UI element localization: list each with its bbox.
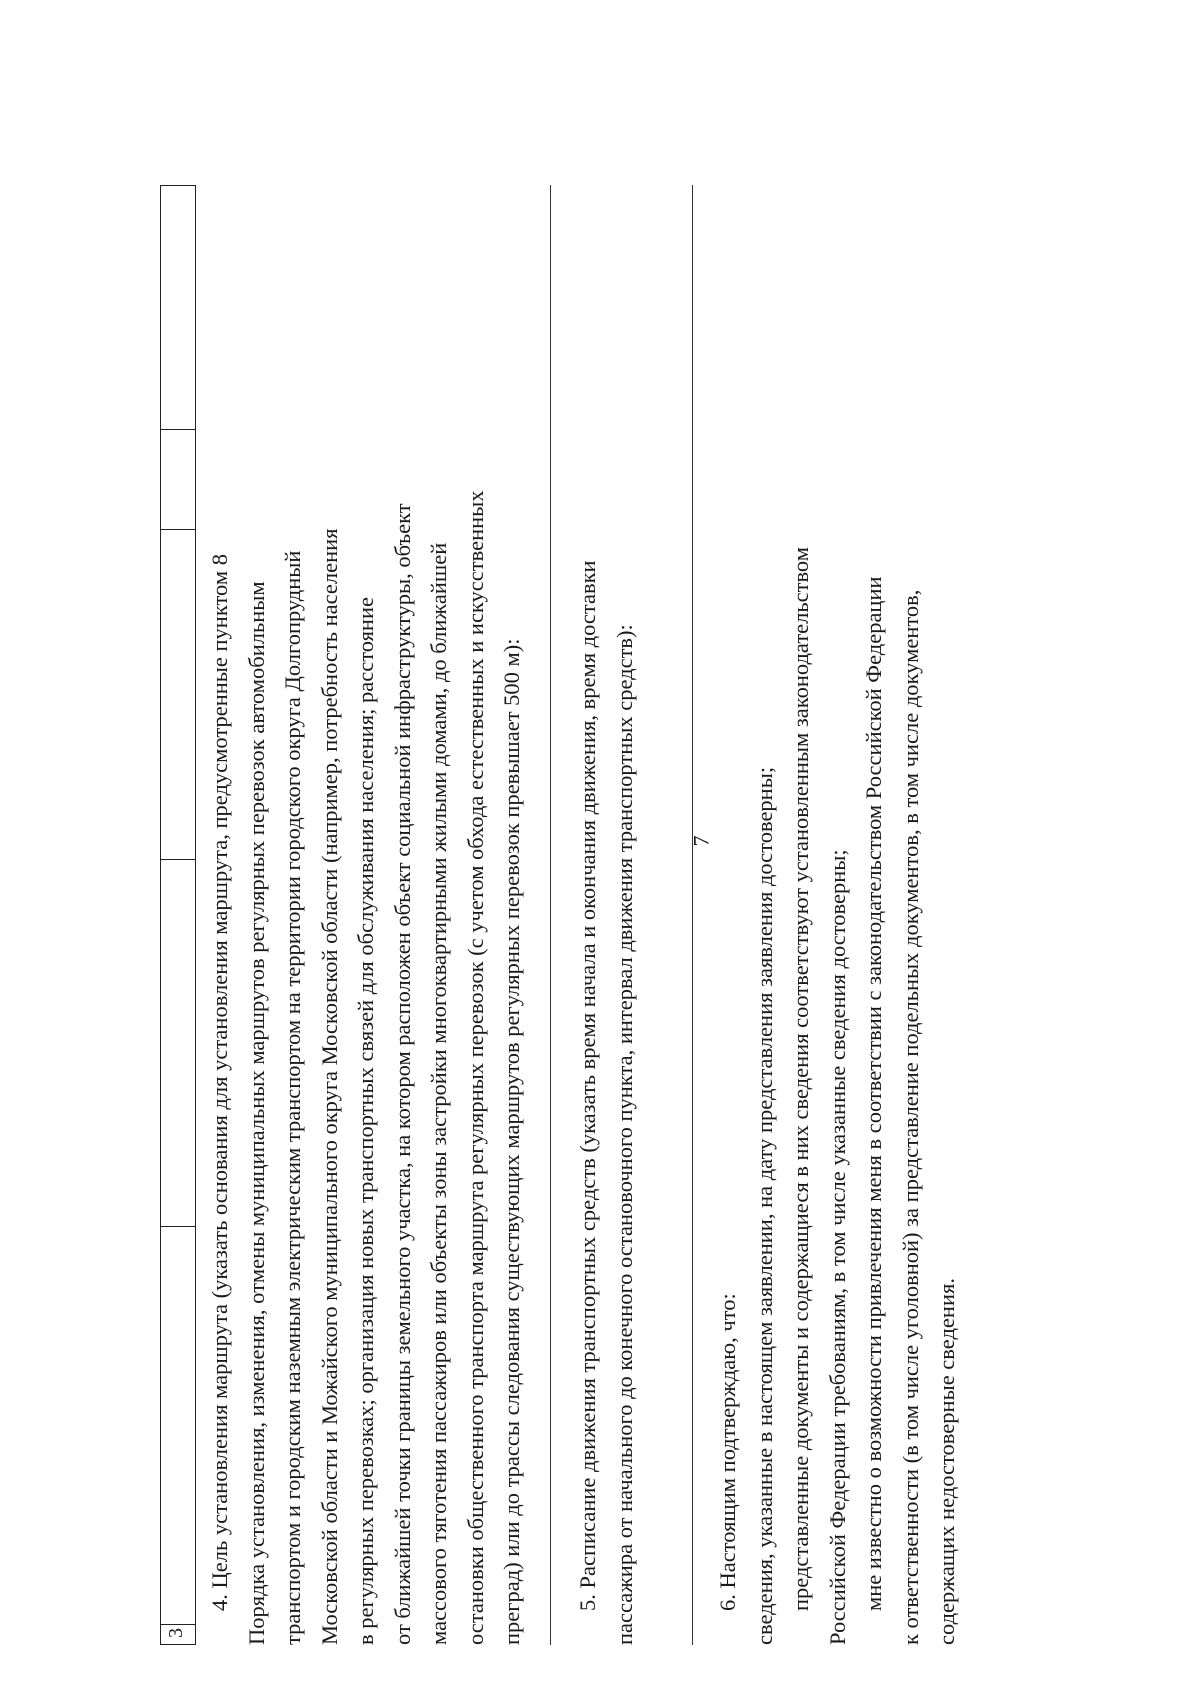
table-header-cell xyxy=(161,859,195,1226)
text-line: содержащих недостоверные сведения. xyxy=(934,1278,959,1645)
text-line: транспортом и городским наземным электрическим транспортом на территории городского округа Долгопрудный xyxy=(280,550,305,1645)
section-5-text xyxy=(570,185,643,1645)
text-line: Порядка установления, изменения, отмены муниципальных маршрутов регулярных перевозок автомобильным xyxy=(243,581,269,1645)
table-header-cell: 3 xyxy=(161,1624,195,1644)
text-line: 6. Настоящим подтверждаю, что: xyxy=(715,1293,740,1611)
table-header-cell xyxy=(161,529,195,859)
divider-line xyxy=(692,185,693,1645)
page-number: 7 xyxy=(688,835,714,847)
table-header-row xyxy=(160,185,196,1645)
table-header-cell xyxy=(161,186,195,429)
text-line: Российской Федерации требованиям, в том числе указанные сведения достоверны; xyxy=(824,849,850,1645)
text-line: остановки общественного транспорта маршрута регулярных перевозок (с учетом обхода естественных и искусственных xyxy=(462,490,488,1645)
rotated-page-content xyxy=(160,185,1200,1645)
text-line: в регулярных перевозках; организация новых транспортных связей для обслуживания населения; расстояние xyxy=(353,597,378,1645)
text-line: представленные документы и содержащиеся в них сведения соответствуют установленным законодательством xyxy=(788,547,813,1611)
text-line: преград) или до трассы следования существующих маршрутов регулярных перевозок превышает 500 м): xyxy=(499,638,524,1645)
table-header-cell xyxy=(161,1226,195,1624)
table-header-cell xyxy=(161,429,195,529)
section-4-text xyxy=(202,185,531,1645)
text-line: к ответственности (в том числе уголовной) за представление подельных документов, в том числе документов, xyxy=(897,589,923,1645)
text-line: Московской области и Можайского муниципального округа Московской области (например, потребность населения xyxy=(316,528,342,1645)
text-line: пассажира от начального до конечного остановочного пункта, интервал движения транспортных средств): xyxy=(611,624,637,1645)
text-line: 4. Цель установления маршрута (указать основания для установления маршрута, предусмотренные пунктом 8 xyxy=(207,554,232,1611)
text-line: мне известно о возможности привлечения меня в соответствии с законодательством Российской Федерации xyxy=(861,576,886,1611)
text-line: сведения, указанные в настоящем заявлении, на дату представления заявления достоверны; xyxy=(751,766,777,1645)
text-line: от ближайшей точки границы земельного участка, на котором расположен объект социальной инфраструктуры, объект xyxy=(389,503,415,1645)
section-6-text xyxy=(710,185,966,1645)
text-line: массового тяготения пассажиров или объекты зоны застройки многоквартирными жилыми домами, до ближайшей xyxy=(426,542,451,1645)
text-line: 5. Расписание движения транспортных средств (указать время начала и окончания движения, время доставки xyxy=(575,560,600,1611)
divider-line xyxy=(550,185,551,1645)
